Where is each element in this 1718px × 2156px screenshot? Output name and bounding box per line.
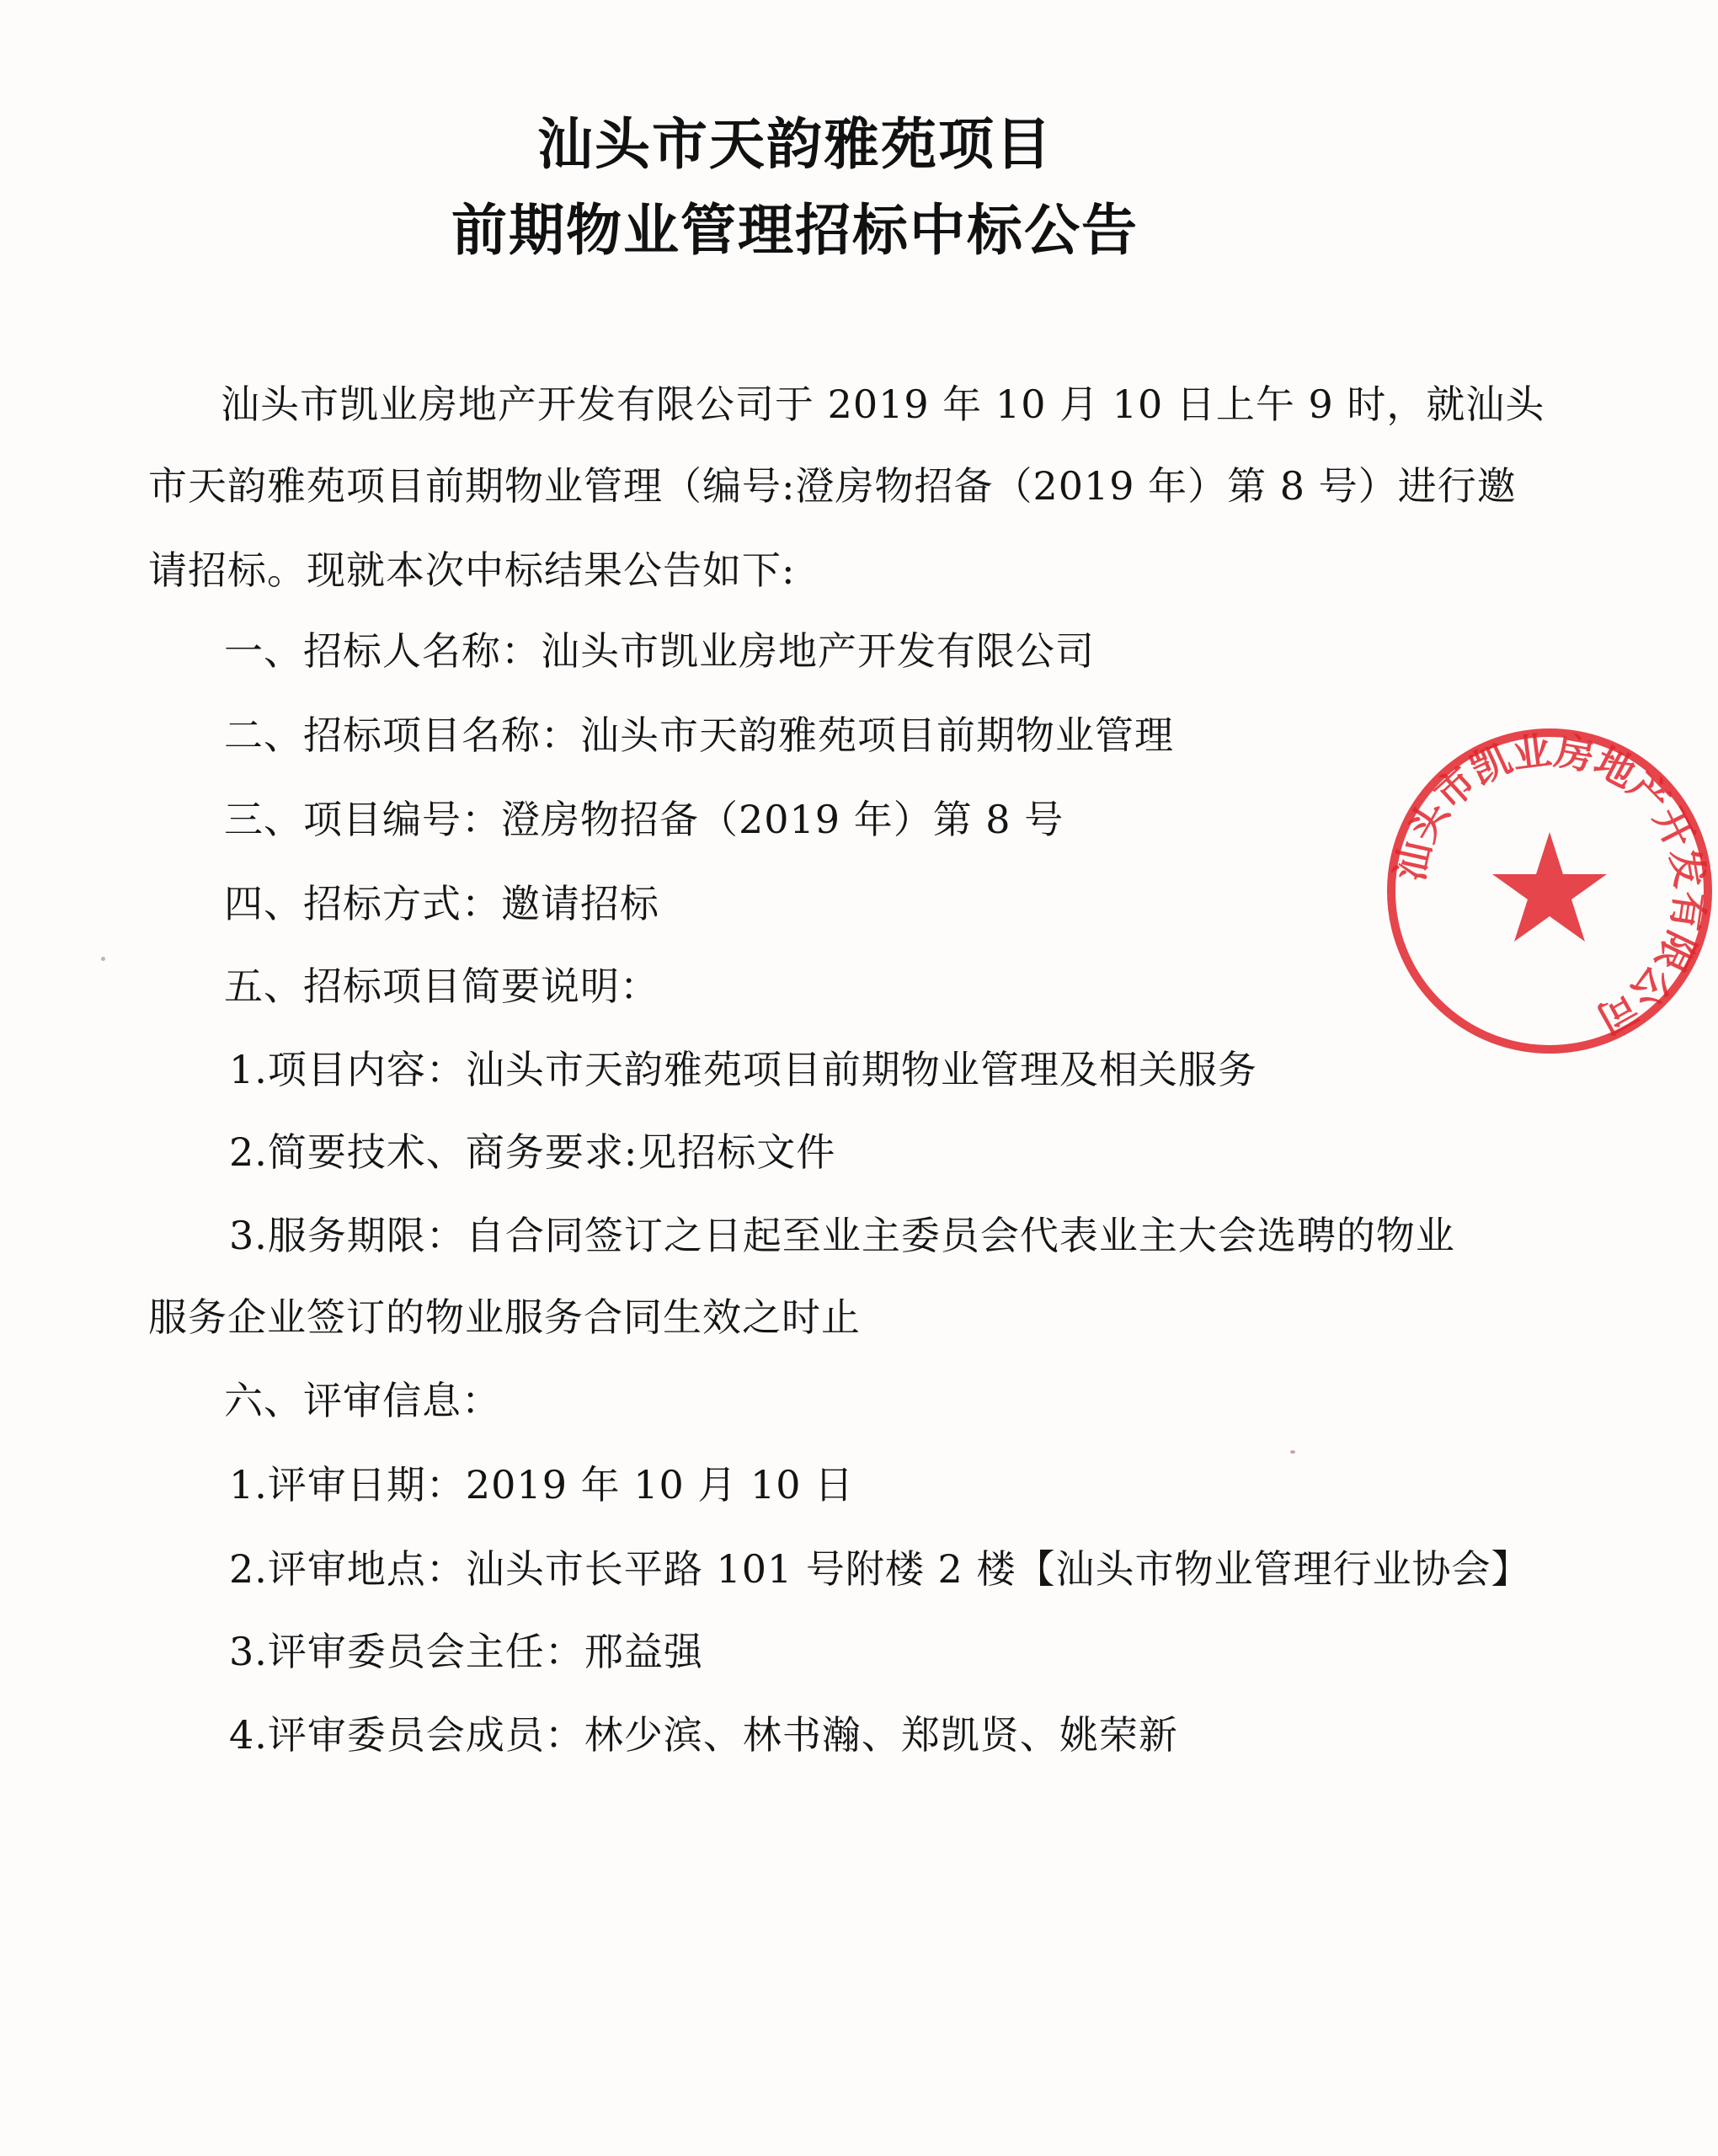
- intro-line-1: 汕头市凯业房地产开发有限公司于 2019 年 10 月 10 日上午 9 时，就汕头: [221, 382, 1545, 427]
- item-method: 四、招标方式：邀请招标: [224, 881, 659, 926]
- item-brief-2: 2.简要技术、商务要求:见招标文件: [229, 1129, 836, 1175]
- star-icon: [1492, 832, 1607, 942]
- intro-line-3: 请招标。现就本次中标结果公告如下:: [148, 547, 796, 593]
- scan-speck: [1290, 1450, 1295, 1454]
- item-brief-3-line-1: 3.服务期限：自合同签订之日起至业主委员会代表业主大会选聘的物业: [229, 1213, 1455, 1258]
- title-line-2: 前期物业管理招标中标公告: [451, 198, 1139, 263]
- scan-speck: [101, 957, 105, 961]
- seal-text: 汕头市凯业房地产开发有限公司: [1386, 727, 1714, 1043]
- item-review-1: 1.评审日期：2019 年 10 月 10 日: [229, 1462, 855, 1508]
- item-review-3: 3.评审委员会主任：邢益强: [229, 1629, 703, 1674]
- item-brief-heading: 五、招标项目简要说明：: [224, 963, 659, 1009]
- item-project-number: 三、项目编号：澄房物招备（2019 年）第 8 号: [224, 797, 1064, 842]
- item-review-4: 4.评审委员会成员：林少滨、林书瀚、郑凯贤、姚荣新: [229, 1712, 1178, 1758]
- item-project-name: 二、招标项目名称：汕头市天韵雅苑项目前期物业管理: [224, 712, 1174, 758]
- company-seal: [1381, 723, 1718, 1059]
- item-review-2: 2.评审地点：汕头市长平路 101 号附楼 2 楼【汕头市物业管理行业协会】: [229, 1546, 1531, 1592]
- item-review-heading: 六、评审信息：: [224, 1378, 501, 1423]
- title-line-1: 汕头市天韵雅苑项目: [537, 112, 1053, 177]
- item-brief-1: 1.项目内容：汕头市天韵雅苑项目前期物业管理及相关服务: [229, 1047, 1257, 1092]
- item-tenderer: 一、招标人名称：汕头市凯业房地产开发有限公司: [224, 628, 1095, 674]
- item-brief-3-line-2: 服务企业签订的物业服务合同生效之时止: [148, 1294, 861, 1340]
- intro-line-2: 市天韵雅苑项目前期物业管理（编号:澄房物招备（2019 年）第 8 号）进行邀: [148, 463, 1517, 509]
